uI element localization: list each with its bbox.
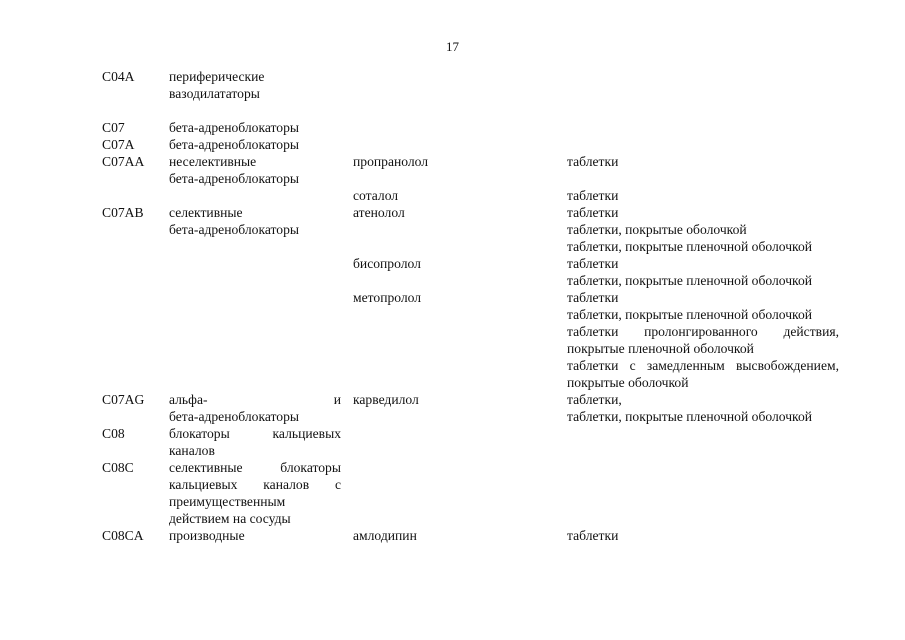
pharmacological-group xyxy=(169,136,341,153)
atc-code: C08C xyxy=(102,460,134,475)
pharmacological-group xyxy=(169,204,341,238)
dosage-form: таблетки, покрытые пленочной оболочкой xyxy=(567,239,813,254)
drug-name: атенолол xyxy=(353,205,405,220)
table-row xyxy=(0,136,905,153)
dosage-form: таблетки, покрытые пленочной оболочкой xyxy=(567,273,813,288)
atc-code: C07AG xyxy=(102,392,145,407)
pharmacological-group xyxy=(169,527,341,544)
dosage-form: таблетки с замедленным высвобождением, xyxy=(567,358,839,373)
atc-code: C07AB xyxy=(102,205,144,220)
atc-code: C04A xyxy=(102,69,135,84)
pharmacological-group xyxy=(169,459,341,527)
group-line: производные xyxy=(169,528,245,543)
drug-name: бисопролол xyxy=(353,256,421,271)
group-line: селективные блокаторы xyxy=(169,460,341,475)
pharmacological-group xyxy=(169,119,341,136)
table-row xyxy=(0,204,905,255)
dosage-forms xyxy=(567,391,839,425)
group-line: кальциевых каналов с xyxy=(169,477,341,492)
drug-table xyxy=(0,68,905,544)
group-line: блокаторы кальциевых xyxy=(169,426,341,441)
table-row xyxy=(0,68,905,119)
group-line: действием на сосуды xyxy=(169,511,291,526)
table-row xyxy=(0,119,905,136)
drug-name: амлодипин xyxy=(353,528,417,543)
atc-code: C08CA xyxy=(102,528,144,543)
pharmacological-group xyxy=(169,68,341,102)
group-line: бета-адреноблокаторы xyxy=(169,120,300,135)
table-row xyxy=(0,459,905,527)
dosage-form: покрытые пленочной оболочкой xyxy=(567,341,754,356)
pharmacological-group xyxy=(169,425,341,459)
table-row xyxy=(0,425,905,459)
dosage-form: таблетки пролонгированного действия, xyxy=(567,324,839,339)
page-number: 17 xyxy=(446,39,459,54)
atc-code: C07 xyxy=(102,120,125,135)
group-line: бета-адреноблокаторы xyxy=(169,222,300,237)
table-row xyxy=(0,153,905,187)
atc-code: C07A xyxy=(102,137,135,152)
dosage-form: таблетки, покрытые пленочной оболочкой xyxy=(567,307,813,322)
atc-code: C07AA xyxy=(102,154,145,169)
dosage-form: таблетки xyxy=(567,256,619,271)
drug-name: соталол xyxy=(353,188,399,203)
drug-name: пропранолол xyxy=(353,154,429,169)
atc-code: C08 xyxy=(102,426,125,441)
dosage-form: таблетки, покрытые пленочной оболочкой xyxy=(567,409,813,424)
group-line: бета-адреноблокаторы xyxy=(169,137,300,152)
group-line: периферические xyxy=(169,69,265,84)
dosage-forms xyxy=(567,289,839,391)
table-row xyxy=(0,527,905,544)
group-line: альфа- и xyxy=(169,392,341,407)
group-line: вазодилататоры xyxy=(169,86,260,101)
table-row xyxy=(0,187,905,204)
dosage-form: таблетки xyxy=(567,205,619,220)
group-line: селективные xyxy=(169,205,243,220)
dosage-form: таблетки, покрытые оболочкой xyxy=(567,222,747,237)
dosage-form: таблетки xyxy=(567,154,619,169)
dosage-form: покрытые оболочкой xyxy=(567,375,689,390)
drug-name: карведилол xyxy=(353,392,419,407)
group-line: неселективные xyxy=(169,154,257,169)
dosage-forms xyxy=(567,527,839,544)
table-row xyxy=(0,391,905,425)
group-line: бета-адреноблокаторы xyxy=(169,171,300,186)
dosage-form: таблетки xyxy=(567,290,619,305)
dosage-forms xyxy=(567,204,839,255)
group-line: бета-адреноблокаторы xyxy=(169,409,300,424)
dosage-form: таблетки, xyxy=(567,392,622,407)
table-row xyxy=(0,255,905,289)
pharmacological-group xyxy=(169,391,341,425)
group-line: каналов xyxy=(169,443,215,458)
group-line: преимущественным xyxy=(169,494,286,509)
drug-name: метопролол xyxy=(353,290,422,305)
dosage-form: таблетки xyxy=(567,188,619,203)
pharmacological-group xyxy=(169,153,341,187)
table-row xyxy=(0,289,905,391)
dosage-forms xyxy=(567,255,839,289)
dosage-forms xyxy=(567,187,839,204)
dosage-form: таблетки xyxy=(567,528,619,543)
dosage-forms xyxy=(567,153,839,170)
